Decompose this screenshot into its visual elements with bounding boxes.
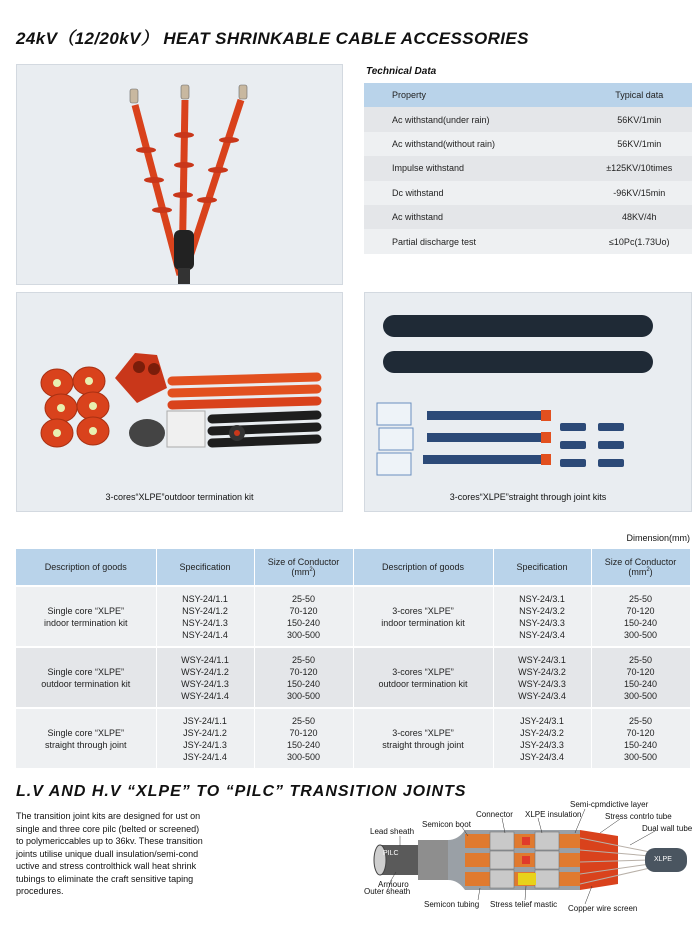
pilc-mark: PILC — [383, 850, 399, 857]
table-row — [16, 708, 690, 768]
joint-kit-illustration — [365, 293, 691, 483]
specification-cell: JSY-24/3.1 JSY-24/3.2 JSY-24/3.3 JSY-24/3.4 — [493, 708, 591, 768]
header-size-text: Size of Conductor — [604, 557, 677, 567]
value-cell: ≤10Pc(1.73Uo) — [586, 229, 692, 253]
table-row — [364, 107, 692, 131]
description-cell: 3-cores “XLPE” indoor termination kit — [353, 586, 493, 647]
size-cell: 25-50 70-120 150-240 300-500 — [591, 647, 690, 708]
specification-cell: NSY-24/1.1 NSY-24/1.2 NSY-24/1.3 NSY-24/1.4 — [156, 586, 254, 647]
description-cell: 3-cores “XLPE” straight through joint — [353, 708, 493, 768]
header-specification: Specification — [156, 549, 254, 586]
unit-text: (mm — [628, 567, 647, 577]
xlpe-mark: XLPE — [654, 856, 672, 863]
outdoor-kit-caption: 3-cores“XLPE”outdoor termination kit — [105, 492, 254, 502]
size-cell: 25-50 70-120 150-240 300-500 — [254, 708, 353, 768]
termination-photo — [16, 64, 343, 285]
copper-wire-screen-label: Copper wire screen — [568, 904, 638, 913]
table-row — [364, 156, 692, 180]
specification-cell: NSY-24/3.1 NSY-24/3.2 NSY-24/3.3 NSY-24/3.4 — [493, 586, 591, 647]
value-cell: 56KV/1min — [586, 132, 692, 156]
header-typical-data: Typical data — [586, 83, 692, 107]
size-cell: 25-50 70-120 150-240 300-500 — [591, 586, 690, 647]
description-cell: Single core “XLPE” indoor termination kit — [16, 586, 156, 647]
dual-wall-tube-label: Dual wall tube — [642, 824, 693, 833]
unit-text: (mm — [291, 567, 310, 577]
value-cell: 56KV/1min — [586, 107, 692, 131]
section-title: L.V AND H.V “XLPE” TO “PILC” TRANSITION JOINTS — [16, 783, 467, 800]
description-cell: Single core “XLPE” outdoor termination kit — [16, 647, 156, 708]
header-description: Description of goods — [16, 549, 156, 586]
table-row — [364, 132, 692, 156]
value-cell: -96KV/15min — [586, 181, 692, 205]
table-header-row — [364, 83, 692, 107]
specification-cell: JSY-24/1.1 JSY-24/1.2 JSY-24/1.3 JSY-24/1.4 — [156, 708, 254, 768]
technical-data-label: Technical Data — [366, 66, 437, 77]
product-table — [16, 549, 691, 768]
page-title: 24kV（12/20kV） HEAT SHRINKABLE CABLE ACCESSORIES — [16, 29, 529, 48]
description-cell: 3-cores “XLPE” outdoor termination kit — [353, 647, 493, 708]
table-row — [364, 181, 692, 205]
table-row — [16, 586, 690, 647]
header-size-text: Size of Conductor — [267, 557, 340, 567]
header-size — [254, 549, 353, 586]
table-row — [364, 229, 692, 253]
technical-data-table — [364, 83, 692, 254]
stress-control-tube-label: Stress contrlo tube — [605, 812, 672, 821]
size-cell: 25-50 70-120 150-240 300-500 — [591, 708, 690, 768]
xlpe-insulation-label: XLPE insulation — [525, 810, 582, 819]
outer-sheath-label: Outer sheath — [364, 887, 411, 896]
specification-cell: WSY-24/1.1 WSY-24/1.2 WSY-24/1.3 WSY-24/1.4 — [156, 647, 254, 708]
semicon-tubing-label: Semicon tubing — [424, 900, 480, 909]
armour-label: Armouro — [378, 880, 409, 889]
connector-label: Connector — [476, 810, 513, 819]
semi-conductive-layer-label: Semi-cpmdictive layer — [570, 800, 649, 809]
header-description: Description of goods — [353, 549, 493, 586]
header-specification: Specification — [493, 549, 591, 586]
property-cell: Dc withstand — [364, 181, 586, 205]
description-cell: Single core “XLPE” straight through joint — [16, 708, 156, 768]
table-row — [364, 205, 692, 229]
transition-joint-diagram — [350, 800, 695, 918]
unit-close: ) — [312, 567, 316, 577]
size-cell: 25-50 70-120 150-240 300-500 — [254, 586, 353, 647]
outdoor-kit-illustration — [17, 293, 342, 483]
property-cell: Ac withstand(without rain) — [364, 132, 586, 156]
unit-sup: 2 — [309, 567, 313, 573]
unit-close: ) — [649, 567, 653, 577]
header-size — [591, 549, 690, 586]
lead-sheath-label: Lead sheath — [370, 827, 415, 836]
value-cell: 48KV/4h — [586, 205, 692, 229]
header-property: Property — [364, 83, 586, 107]
property-cell: Partial discharge test — [364, 229, 586, 253]
size-cell: 25-50 70-120 150-240 300-500 — [254, 647, 353, 708]
specification-cell: WSY-24/3.1 WSY-24/3.2 WSY-24/3.3 WSY-24/3.4 — [493, 647, 591, 708]
termination-illustration — [17, 65, 342, 284]
outdoor-kit-photo — [16, 292, 343, 512]
table-row — [16, 647, 690, 708]
unit-sup: 2 — [646, 567, 650, 573]
value-cell: ±125KV/10times — [586, 156, 692, 180]
property-cell: Impulse withstand — [364, 156, 586, 180]
transition-description: The transition joint kits are designed for ust on single and three core pilc (belted or screened) to polymericcables up to 36kv. These transition joints utilise unique duall insulation/semi-cond uctive and stress controlthick wall heat shrink tubings to eliminate the craft sensitive taping procedures. — [16, 811, 203, 896]
dimension-label: Dimension(mm) — [626, 533, 690, 543]
joint-kit-photo — [364, 292, 692, 512]
semicon-boot-label: Semicon boot — [422, 820, 471, 829]
property-cell: Ac withstand — [364, 205, 586, 229]
stress-relief-mastic-label: Stress telief mastic — [490, 900, 558, 909]
table-header-row — [16, 549, 690, 586]
property-cell: Ac withstand(under rain) — [364, 107, 586, 131]
joint-kit-caption: 3-cores“XLPE”straight through joint kits — [449, 492, 607, 502]
